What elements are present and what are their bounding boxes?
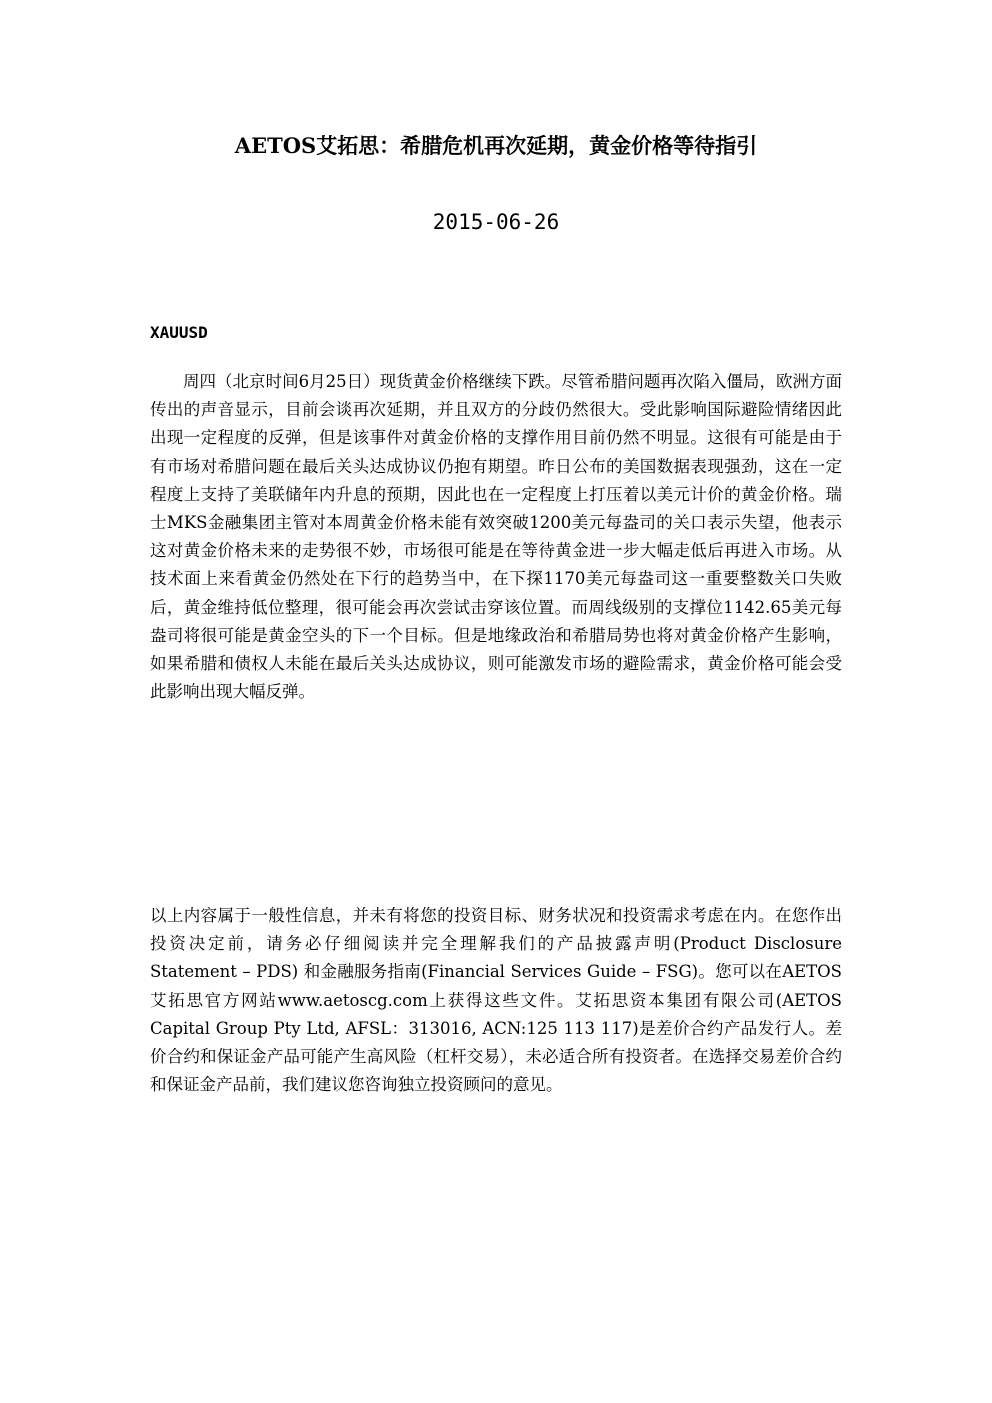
instrument-symbol: XAUUSD — [150, 323, 208, 342]
disclaimer-text: 以上内容属于一般性信息，并未有将您的投资目标、财务状况和投资需求考虑在内。在您作出投资决定前，请务必仔细阅读并完全理解我们的产品披露声明(Product Disclosure Statement – PDS) 和金融服务指南(Financial Services Guide – FSG)。您可以在AETOS艾拓思官方网站www.aetoscg.com上获得这些文件。艾拓思资本集团有限公司(AETOS Capital Group Pty Ltd, AFSL：313016, ACN:125 113 117)是差价合约产品发行人。差价合约和保证金产品可能产生高风险（杠杆交易），未必适合所有投资者。在选择交易差价合约和保证金产品前，我们建议您咨询独立投资顾问的意见。 — [150, 906, 842, 1095]
document-date: 2015-06-26 — [432, 210, 560, 234]
document-title: AETOS艾拓思：希腊危机再次延期，黄金价格等待指引 — [234, 133, 758, 158]
article-body: 周四（北京时间6月25日）现货黄金价格继续下跌。尽管希腊问题再次陷入僵局，欧洲方面传出的声音显示，目前会谈再次延期，并且双方的分歧仍然很大。受此影响国际避险情绪因此出现一定程度的反弹，但是该事件对黄金价格的支撑作用目前仍然不明显。这很有可能是由于有市场对希腊问题在最后关头达成协议仍抱有期望。昨日公布的美国数据表现强劲，这在一定程度上支持了美联储年内升息的预期，因此也在一定程度上打压着以美元计价的黄金价格。瑞士MKS金融集团主管对本周黄金价格未能有效突破1200美元每盎司的关口表示失望，他表示这对黄金价格未来的走势很不妙，市场很可能是在等待黄金进一步大幅走低后再进入市场。从技术面上来看黄金仍然处在下行的趋势当中，在下探1170美元每盎司这一重要整数关口失败后，黄金维持低位整理，很可能会再次尝试击穿该位置。而周线级别的支撑位1142.65美元每盎司将很可能是黄金空头的下一个目标。但是地缘政治和希腊局势也将对黄金价格产生影响，如果希腊和债权人未能在最后关头达成协议，则可能激发市场的避险需求，黄金价格可能会受此影响出现大幅反弹。 — [150, 372, 842, 702]
